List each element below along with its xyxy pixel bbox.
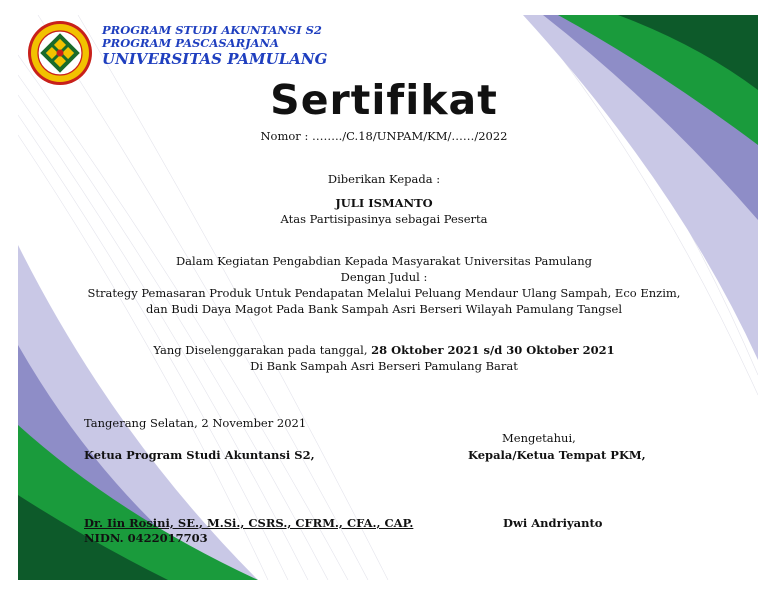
university-name: UNIVERSITAS PAMULANG — [102, 50, 328, 68]
held-date-line — [0, 342, 768, 358]
venue: Di Bank Sampah Asri Berseri Pamulang Barat — [250, 359, 518, 373]
right-signatory-name: Dwi Andriyanto — [503, 516, 603, 530]
right-signatory-title: Kepala/Ketua Tempat PKM, — [468, 448, 646, 462]
right-acknowledgement: Mengetahui, — [502, 431, 576, 445]
place-date: Tangerang Selatan, 2 November 2021 — [84, 416, 307, 430]
certificate-title: Sertifikat — [270, 76, 498, 124]
left-signatory-name: Dr. Iin Rosini, SE., M.Si., CSRS., CFRM., CFA., CAP. — [84, 516, 414, 530]
given-to-label: Diberikan Kepada : — [327, 172, 441, 186]
program-line-1: PROGRAM STUDI AKUNTANSI S2 — [102, 23, 322, 37]
judul-line-2: dan Budi Daya Magot Pada Bank Sampah Asri Berseri Wilayah Pamulang Tangsel — [145, 302, 623, 316]
held-dates: 28 Oktober 2021 s/d 30 Oktober 2021 — [371, 343, 615, 357]
held-prefix: Yang Diselenggarakan pada tanggal, — [153, 343, 368, 357]
participation-role: Atas Partisipasinya sebagai Peserta — [280, 212, 488, 226]
recipient-name: JULI ISMANTO — [335, 196, 433, 210]
certificate-number: Nomor : ……../C.18/UNPAM/KM/……/2022 — [260, 129, 508, 143]
left-signatory-title: Ketua Program Studi Akuntansi S2, — [84, 448, 315, 462]
left-signatory-nidn: NIDN. 0422017703 — [84, 531, 208, 545]
program-line-2: PROGRAM PASCASARJANA — [102, 36, 279, 50]
institution-header — [102, 24, 327, 69]
judul-label: Dengan Judul : — [340, 270, 428, 284]
activity-text: Dalam Kegiatan Pengabdian Kepada Masyarakat Universitas Pamulang — [175, 254, 593, 268]
judul-line-1: Strategy Pemasaran Produk Untuk Pendapatan Melalui Peluang Mendaur Ulang Sampah, Eco Enzim, — [87, 286, 681, 300]
